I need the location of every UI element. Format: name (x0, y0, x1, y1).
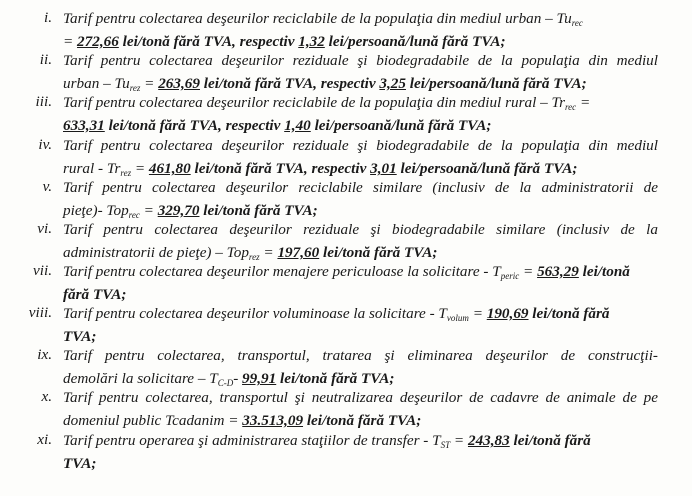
item-number: vii. (33, 262, 52, 279)
item-line-2: fără TVA; (63, 286, 127, 303)
tariff-value: 33.513,09 (242, 412, 304, 429)
item-line-1: Tarif pentru colectarea deşeurilor reziduale şi biodegradabile similare (inclusiv de la (63, 221, 658, 238)
item-line-2: urban – $Tu_{rez} = 263,69$ lei/tonă fără TVA, respectiv 3,25 lei/persoană/lună fără TVA; (63, 75, 587, 93)
item-number: xi. (37, 431, 52, 448)
item-number: viii. (28, 304, 52, 321)
item-number: ii. (39, 51, 52, 68)
tariff-value: 243,83 (467, 432, 510, 449)
item-number: i. (43, 9, 52, 26)
item-number: ix. (37, 346, 52, 363)
item-number: iv. (38, 136, 52, 153)
tariff-value: 633,31 (63, 117, 105, 134)
item-line-2: rural - $Tr_{rez} = 461,80$ lei/tonă fără TVA, respectiv 3,01 lei/persoană/lună fără TVA; (63, 160, 578, 178)
per-person-value: 3,01 (370, 160, 397, 177)
item-line-1: Tarif pentru colectarea deşeurilor menajere periculoase la solicitare - $T_{peric} = 563,29$ lei/tonă (63, 263, 630, 281)
item-line-2: TVA; (63, 328, 97, 345)
tariff-value: 197,60 (277, 244, 320, 261)
item-line-1: Tarif pentru colectarea deşeurilor reciclabile de la populaţia din mediul urban – $Tu_{rec}$ (63, 10, 583, 28)
tariff-value: 272,66 (77, 33, 119, 50)
tariff-value: 99,91 (242, 370, 277, 387)
item-number: iii. (35, 93, 52, 110)
item-line-2: 633,31 lei/tonă fără TVA, respectiv 1,40 lei/persoană/lună fără TVA; (63, 117, 492, 134)
item-number: v. (42, 178, 52, 195)
item-line-2: demolări la solicitare – $T_{C-D}-$ 99,91 lei/tonă fără TVA; (63, 370, 395, 388)
per-person-value: 3,25 (379, 75, 406, 92)
item-line-1: Tarif pentru colectarea deşeurilor voluminoase la solicitare - $T_{volum} = 190,69$ lei/tonă fără (63, 305, 610, 323)
item-line-1: Tarif pentru colectarea deşeurilor reciclabile de la populaţia din mediul rural – $Tr_{rec}$ = (63, 94, 591, 112)
item-line-1: Tarif pentru operarea şi administrarea staţiilor de transfer - $T_{ST} = 243,83$ lei/tonă fără (63, 432, 591, 450)
per-person-value: 1,40 (284, 117, 311, 134)
item-line-1: Tarif pentru colectarea deşeurilor reziduale şi biodegradabile de la populaţia din mediul (63, 52, 658, 69)
item-line-2: = 272,66 lei/tonă fără TVA, respectiv 1,32 lei/persoană/lună fără TVA; (63, 33, 506, 50)
item-line-2: pieţe)- Top$_{rec}$ = 329,70 lei/tonă fără TVA; (63, 202, 318, 220)
tariff-value: 190,69 (486, 305, 529, 322)
per-person-value: 1,32 (298, 33, 325, 50)
tariff-value: 461,80 (148, 160, 191, 177)
item-line-1: Tarif pentru colectarea, transportul, tratarea şi eliminarea deşeurilor de construcţii- (63, 347, 658, 364)
tariff-value: 263,69 (158, 75, 200, 92)
item-number: x. (41, 388, 52, 405)
item-line-2: domeniul public Tcadanim = 33.513,09 lei/tonă fără TVA; (63, 412, 422, 429)
item-number: vi. (37, 220, 52, 237)
tariff-value: 329,70 (157, 202, 200, 219)
item-line-1: Tarif pentru colectarea deşeurilor reciclabile similare (inclusiv de la administratorii de (63, 179, 658, 196)
tariff-value: 563,29 (537, 263, 579, 280)
item-line-1: Tarif pentru colectarea, transportul şi neutralizarea deşeurilor de cadavre de animale de pe (63, 389, 658, 406)
item-line-2: TVA; (63, 455, 97, 472)
item-line-2: administratorii de pieţe) – Top$_{rez}$ = 197,60 lei/tonă fără TVA; (63, 244, 438, 262)
item-line-1: Tarif pentru colectarea deşeurilor reziduale şi biodegradabile de la populaţia din mediul (63, 137, 658, 154)
